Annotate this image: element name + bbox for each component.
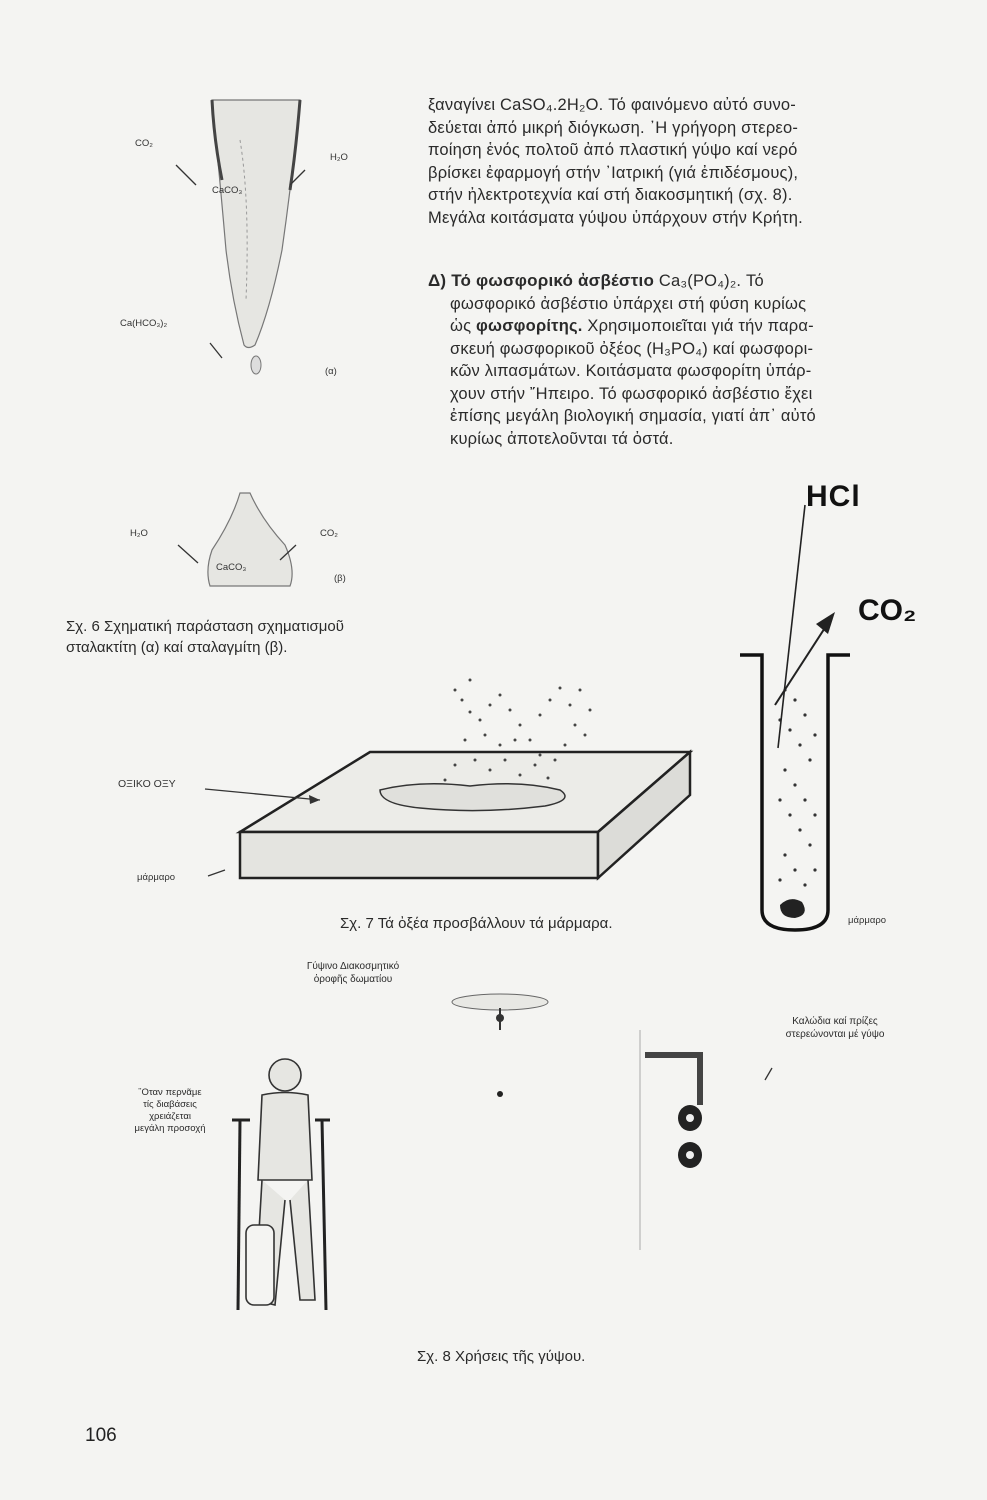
wires-label (760, 1015, 910, 1041)
page-number: 106 (85, 1425, 117, 1446)
text-line: ξαναγίνει CaSO₄.2H₂O. Τό φαινόμενο αὐτό συνο- (428, 96, 796, 114)
marble-label-left: μάρμαρο (137, 872, 176, 883)
label-line: μεγάλη προσοχή (134, 1123, 206, 1134)
text-line: σκευή φωσφορικοῦ ὀξέος (H₃PO₄) καί φωσφορι- (450, 339, 814, 358)
text-line: δεύεται ἀπό μικρή διόγκωση. ᾿Η γρήγορη στερεο- (428, 118, 799, 137)
term-phosphorite: φωσφορίτης. (476, 317, 583, 335)
marble-chip (780, 899, 805, 918)
label-co2-a: CO₂ (135, 138, 153, 149)
marble-slab-drawing (240, 752, 690, 878)
text-line: χουν στήν ῎Ηπειρο. Τό φωσφορικό ἀσβέστιο ἔχει (450, 384, 813, 403)
fig8-caption: Σχ. 8 Χρήσεις τῆς γύψου. (417, 1348, 586, 1365)
label-a: (α) (325, 366, 337, 377)
label-line: χρειάζεται (149, 1111, 191, 1122)
label-line: Καλώδια καί πρίζες (792, 1016, 878, 1027)
label-caco3-b: CaCO₃ (216, 562, 247, 573)
label-line: τίς διαβάσεις (143, 1099, 197, 1110)
ceiling-label (283, 960, 423, 986)
label-co2-b: CO₂ (320, 528, 338, 539)
label-h2o-b: H₂O (130, 528, 148, 539)
acid-label: ΟΞΙΚΟ ΟΞΥ (118, 778, 176, 790)
section-d-heading: Δ) Τό φωσφορικό ἀσβέστιο (428, 271, 655, 290)
text-line: βρίσκει ἐφαρμογή στήν ᾿Ιατρική (γιά ἐπιδέσμους), (428, 163, 799, 182)
ceiling-rosette-drawing (452, 994, 548, 1097)
caption-line: σταλακτίτη (α) καί σταλαγμίτη (β). (66, 639, 288, 656)
test-tube-drawing (740, 655, 850, 930)
label-h2o-a: H₂O (330, 152, 348, 163)
cast-label (110, 1087, 230, 1135)
text-fragment: Χρησιμοποιεῖται γιά τήν παρα- (587, 317, 814, 335)
text-line: φωσφορικό ἀσβέστιο ὑπάρχει στή φύση κυρίως (450, 294, 807, 313)
text-line: ἐπίσης μεγάλη βιολογική σημασία, γιατί ἀπ᾿ αὐτό (450, 407, 816, 425)
text-line: κυρίως ἀποτελοῦνται τά ὀστά. (450, 429, 674, 448)
co2-arrow (775, 620, 830, 705)
text-line: ποίηση ἑνός πολτοῦ ἀπό πλαστική γύψο καί νερό (428, 141, 798, 159)
text-line: κῶν λιπασμάτων. Κοιτάσματα φωσφορίτη ὑπάρ- (450, 362, 812, 380)
section-d-formula: Ca₃(PO₄)₂. Τό (658, 272, 764, 290)
hcl-pointer (778, 505, 805, 748)
marble-label-right: μάρμαρο (848, 915, 887, 926)
label-line: ὀροφῆς δωματίου (313, 974, 393, 985)
text-line: στήν ἠλεκτροτεχνία καί στή διακοσμητική (σχ. 8). (428, 186, 793, 204)
hcl-label: HCl (806, 480, 861, 513)
wall-socket-drawing (640, 1030, 772, 1250)
text-block-1 (428, 94, 928, 229)
bubbles-tube (778, 688, 816, 886)
co2-label: CO₂ (858, 594, 917, 627)
label-line: στερεώνονται μέ γύψο (785, 1029, 885, 1040)
label-line: Γύψινο Διακοσμητικό (306, 961, 400, 972)
caption-line: Σχ. 6 Σχηματική παράσταση σχηματισμοῦ (66, 618, 344, 635)
text-fragment: ὡς (450, 317, 472, 335)
label-caco3-a: CaCO₃ (212, 185, 243, 196)
label-cahco3: Ca(HCO₃)₂ (120, 318, 168, 329)
person-crutches-drawing (232, 1059, 330, 1310)
section-d (428, 270, 928, 450)
text-line: Μεγάλα κοιτάσματα γύψου ὑπάρχουν στήν Κρήτη. (428, 208, 803, 227)
label-b: (β) (334, 573, 346, 584)
stalactite-drawing (176, 100, 305, 374)
fig7-caption: Σχ. 7 Τά ὀξέα προσβάλλουν τά μάρμαρα. (340, 915, 613, 932)
fig6-caption (66, 616, 344, 658)
label-line: ῞Οταν περνᾶμε (138, 1087, 202, 1098)
